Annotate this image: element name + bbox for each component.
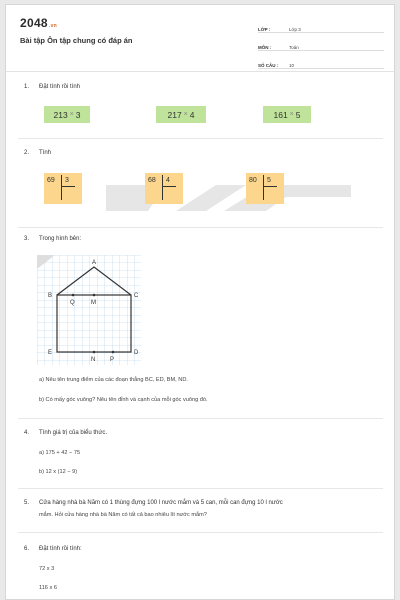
question-3-part-b: b) Có mấy góc vuông? Nêu tên đỉnh và cạnh của mỗi góc vuông đó.	[39, 397, 208, 403]
multiplication-box: 217 × 4	[156, 106, 206, 123]
label-Q: Q	[70, 300, 75, 306]
geometry-figure	[37, 255, 141, 365]
watermark-logo	[106, 177, 351, 219]
label-M: M	[91, 300, 96, 306]
multiplication-box: 161 × 5	[263, 106, 311, 123]
label-E: E	[48, 350, 53, 356]
divider	[18, 418, 383, 419]
division-box: 68 4	[145, 173, 183, 204]
label-B: B	[48, 293, 53, 299]
worksheet-page	[5, 4, 395, 600]
question-5-heading: 5. Cửa hàng nhà bà Năm có 1 thùng đựng 100 l nước mắm và 5 can, mỗi can đựng 10 l nước	[24, 500, 283, 506]
multiplication-box: 213 × 3	[44, 106, 90, 123]
question-4-heading: 4. Tính giá trị của biểu thức.	[24, 430, 108, 436]
divider	[18, 138, 383, 139]
question-4-part-b: b) 12 x (12 − 9)	[39, 469, 78, 475]
label-N: N	[91, 357, 96, 363]
divider	[18, 488, 383, 489]
division-box: 80 5	[246, 173, 284, 204]
divider	[18, 227, 383, 228]
question-2-heading: 2. Tính	[24, 150, 52, 156]
label-C: C	[134, 293, 139, 299]
question-3-heading: 3. Trong hình bên:	[24, 236, 82, 242]
label-A: A	[92, 260, 97, 266]
question-6-part-b: 116 x 6	[39, 585, 57, 591]
question-1-heading: 1. Đặt tính rồi tính	[24, 84, 81, 90]
label-D: D	[134, 350, 139, 356]
worksheet-title: Bài tập Ôn tập chung có đáp án	[20, 36, 133, 45]
meta-row-grade: LỚP : Lớp 3	[258, 16, 384, 33]
worksheet-header	[6, 5, 394, 72]
meta-row-count: SỐ CÂU : 10	[258, 52, 384, 69]
worksheet-meta	[258, 16, 384, 70]
meta-row-subject: MÔN : Toán	[258, 34, 384, 51]
divider	[18, 532, 383, 533]
question-6-heading: 6. Đặt tính rồi tính:	[24, 546, 82, 552]
question-4-part-a: a) 175 + 42 − 75	[39, 450, 81, 456]
question-5-line-2: mắm. Hỏi cửa hàng nhà bà Năm có tất cả bao nhiêu lít nước mắm?	[39, 512, 207, 518]
question-6-part-a: 72 x 3	[39, 566, 55, 572]
question-3-part-a: a) Nêu tên trung điểm của các đoạn thẳng BC, ED, BM, ND.	[39, 377, 188, 383]
label-P: P	[110, 357, 115, 363]
site-logo[interactable]: 2048.vn	[20, 16, 58, 30]
division-box: 69 3	[44, 173, 82, 204]
